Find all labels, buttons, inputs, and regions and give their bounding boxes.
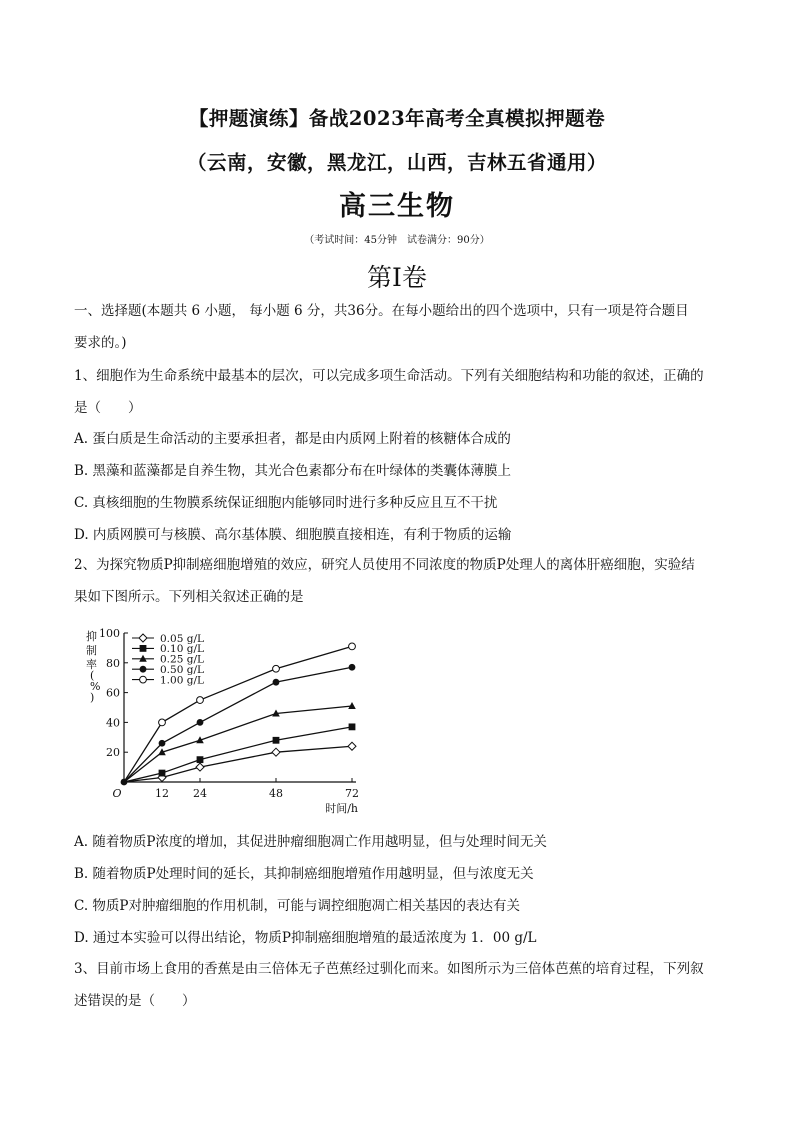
data-point: [348, 702, 356, 709]
series-line: [124, 706, 352, 782]
q2-stem-line2: 果如下图所示。下列相关叙述正确的是: [74, 588, 304, 605]
y-axis-label-char: %: [90, 680, 101, 693]
chart-axes: [86, 627, 359, 815]
question-2-stem: [74, 550, 726, 613]
data-point: [139, 634, 147, 642]
x-tick-label: 12: [155, 787, 169, 800]
inhibition-rate-chart: [80, 622, 380, 818]
y-axis-label-char: 制: [86, 644, 97, 657]
y-axis-label-char: (: [90, 669, 95, 682]
question-3-stem: [74, 954, 726, 1017]
legend-label: 0.05 g/L: [160, 632, 204, 645]
q1-option-a: A. 蛋白质是生命活动的主要承担者，都是由内质网上附着的核糖体合成的: [74, 431, 511, 447]
y-axis-label-char: 抑: [86, 630, 97, 643]
y-axis-label-char: 率: [86, 658, 97, 671]
q2-stem-line1: 2、为探究物质P抑制癌细胞增殖的效应，研究人员使用不同浓度的物质P处理人的离体肝癌细胞，实验结: [74, 557, 695, 573]
x-tick-label: 24: [193, 787, 207, 800]
y-tick-label: 20: [106, 746, 120, 760]
y-tick-label: 60: [106, 686, 120, 700]
q1-option-b: B. 黑藻和蓝藻都是自养生物，其光合色素都分布在叶绿体的类囊体薄膜上: [74, 463, 512, 479]
q2-option-c: C. 物质P对肿瘤细胞的作用机制，可能与调控细胞凋亡相关基因的表达有关: [74, 898, 521, 914]
legend-label: 0.10 g/L: [160, 643, 204, 656]
x-axis-label: 时间/h: [325, 802, 358, 815]
data-point: [197, 756, 204, 763]
data-point: [272, 748, 280, 756]
data-point: [197, 719, 204, 726]
q2-option-d: D. 通过本实验可以得出结论，物质P抑制癌细胞增殖的最适浓度为 1．00 g/L: [74, 930, 537, 946]
q2-option-a: A. 随着物质P浓度的增加，其促进肿瘤细胞凋亡作用越明显，但与处理时间无关: [74, 834, 547, 850]
data-point: [273, 737, 280, 744]
q1-stem-line2: 是（ ）: [74, 399, 142, 416]
data-point: [140, 645, 147, 652]
q1-stem-line1: 1、细胞作为生命系统中最基本的层次，可以完成多项生命活动。下列有关细胞结构和功能的叙述，正确的: [74, 368, 704, 384]
origin-label: O: [112, 787, 122, 800]
section-intro-line1: 一、选择题(本题共 6 小题， 每小题 6 分，共36分。在每小题给出的四个选项中，只有一项是符合题目: [74, 303, 689, 319]
q3-stem-line2: 述错误的是（ ）: [74, 992, 196, 1009]
q1-option-d: D. 内质网膜可与核膜、高尔基体膜、细胞膜直接相连，有利于物质的运输: [74, 527, 512, 543]
y-tick-label: 40: [106, 716, 120, 730]
series-4: [124, 643, 355, 782]
series-line: [124, 646, 352, 782]
data-point: [159, 740, 166, 747]
data-point: [349, 643, 356, 650]
x-tick-label: 72: [345, 787, 359, 800]
data-point: [197, 697, 204, 704]
exam-info: （考试时间：45分钟 试卷满分：90分）: [304, 235, 490, 246]
y-tick-label: 80: [106, 656, 120, 670]
y-axis-label: [86, 629, 100, 704]
legend-label: 0.25 g/L: [160, 653, 204, 666]
exam-provinces: （云南，安徽，黑龙江，山西，吉林五省通用）: [186, 151, 607, 174]
q3-stem-line1: 3、目前市场上食用的香蕉是由三倍体无子芭蕉经过驯化而来。如图所示为三倍体芭蕉的培育过程，下列叙: [74, 961, 704, 977]
data-point: [348, 742, 356, 750]
data-point: [273, 679, 280, 686]
legend-label: 0.50 g/L: [160, 664, 204, 676]
question-1-stem: [74, 361, 726, 424]
data-point: [349, 723, 356, 730]
y-tick-label: 100: [99, 627, 120, 640]
data-point: [140, 676, 147, 683]
data-point: [159, 719, 166, 726]
q1-option-c: C. 真核细胞的生物膜系统保证细胞内能够同时进行多种反应且互不干扰: [74, 495, 498, 511]
exam-subject: 高三生物: [339, 191, 455, 222]
chart-legend: [132, 633, 204, 687]
legend-label: 1.00 g/L: [160, 674, 204, 687]
chart-series: [121, 643, 356, 785]
volume-title: 第I卷: [367, 263, 427, 292]
data-point: [273, 665, 280, 672]
data-point: [349, 664, 356, 671]
series-1: [124, 723, 355, 782]
data-point: [140, 666, 147, 673]
y-axis-label-char: ): [90, 691, 95, 704]
origin-point: [121, 779, 128, 786]
exam-title: 【押题演练】备战2023年高考全真模拟押题卷: [188, 107, 606, 130]
section-intro: [74, 296, 726, 359]
q2-option-b: B. 随着物质P处理时间的延长，其抑制癌细胞增殖作用越明显，但与浓度无关: [74, 866, 534, 882]
data-point: [196, 763, 204, 771]
x-tick-label: 48: [269, 787, 283, 800]
section-intro-line2: 要求的。): [74, 334, 127, 351]
data-point: [159, 770, 166, 777]
